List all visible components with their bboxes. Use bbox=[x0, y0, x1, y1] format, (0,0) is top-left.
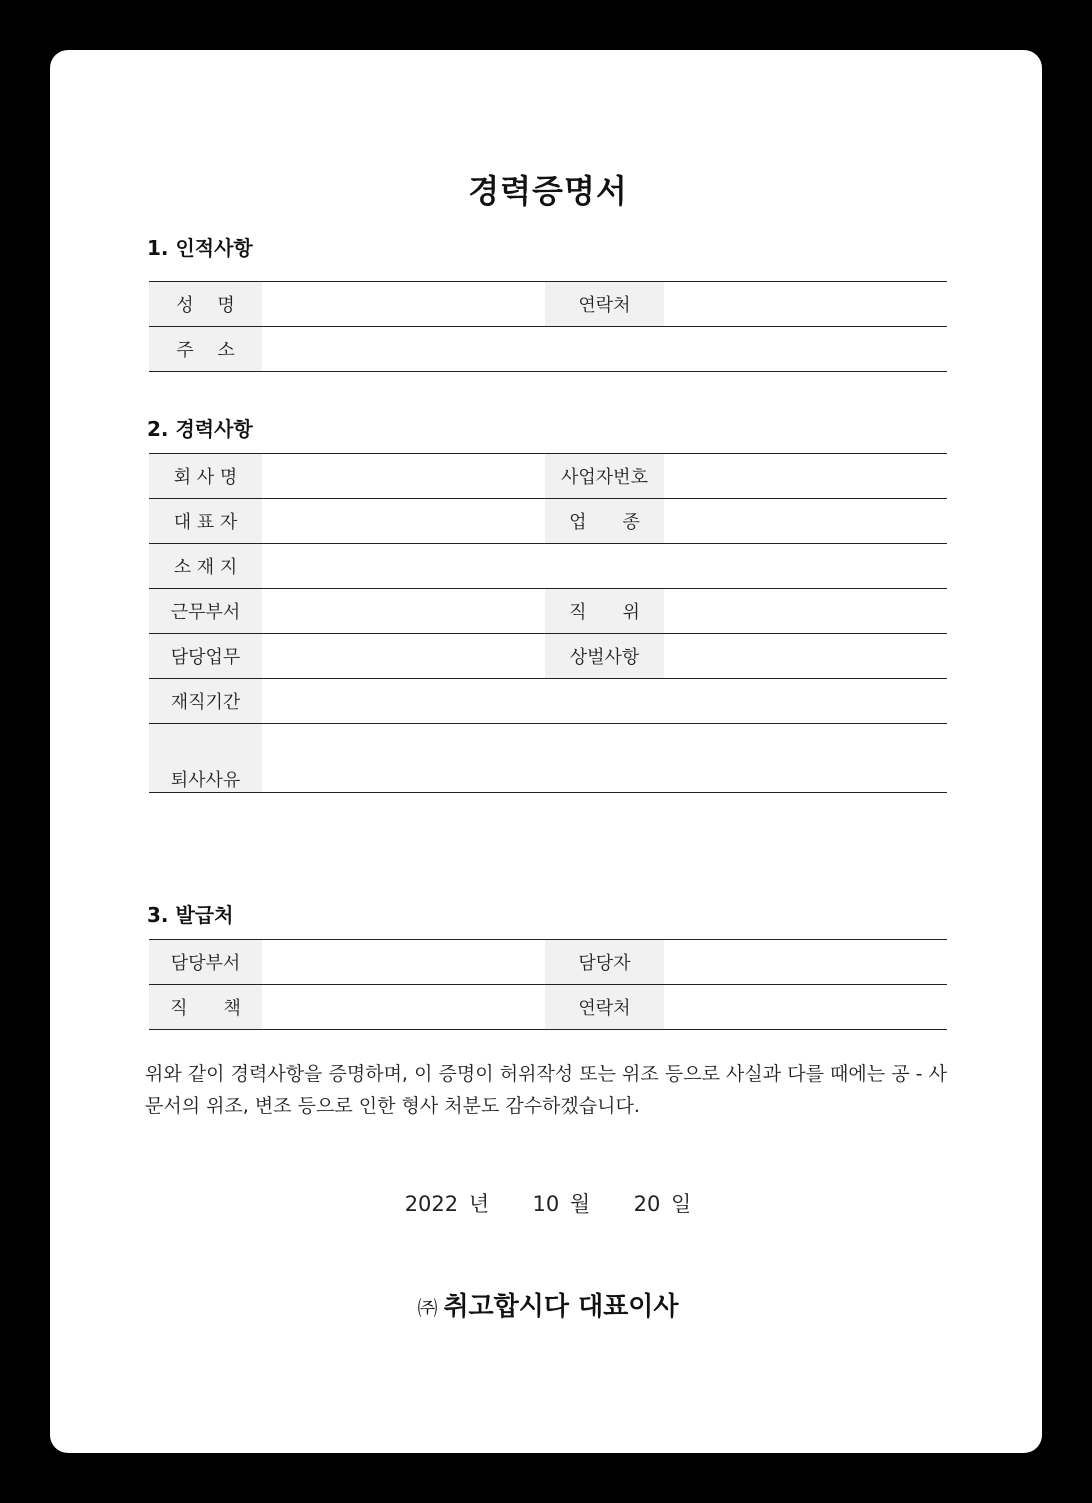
table-row bbox=[149, 634, 947, 679]
duty-field[interactable] bbox=[262, 634, 545, 679]
date-month: 10 bbox=[532, 1192, 560, 1216]
company-field[interactable] bbox=[262, 454, 545, 499]
reason-field[interactable] bbox=[262, 724, 947, 793]
document-title: 경력증명서 bbox=[468, 172, 628, 210]
table-row bbox=[149, 544, 947, 589]
industry-label: 업 종 bbox=[545, 499, 664, 544]
table-row bbox=[149, 327, 947, 372]
bizno-field[interactable] bbox=[664, 454, 947, 499]
manager-label: 담당자 bbox=[545, 940, 664, 985]
dept-field[interactable] bbox=[262, 589, 545, 634]
position-field[interactable] bbox=[664, 589, 947, 634]
period-field[interactable] bbox=[262, 679, 947, 724]
table-row bbox=[149, 454, 947, 499]
name-field[interactable] bbox=[262, 282, 545, 327]
date-day: 20 bbox=[633, 1192, 661, 1216]
job-title-field[interactable] bbox=[262, 985, 545, 1030]
company-label: 회 사 명 bbox=[149, 454, 262, 499]
ceo-label: 대 표 자 bbox=[149, 499, 262, 544]
manager-field[interactable] bbox=[664, 940, 947, 985]
job-title-label: 직 책 bbox=[149, 985, 262, 1030]
table-row bbox=[149, 724, 947, 793]
reason-label: 퇴사사유 bbox=[170, 770, 241, 791]
date-year: 2022 bbox=[404, 1192, 459, 1216]
period-label: 재직기간 bbox=[149, 679, 262, 724]
ceo-field[interactable] bbox=[262, 499, 545, 544]
personal-info-table bbox=[149, 281, 947, 372]
dept-label: 근무부서 bbox=[149, 589, 262, 634]
issuer-name: 취고합시다 대표이사 bbox=[443, 1292, 679, 1322]
date-day-unit: 일 bbox=[671, 1192, 692, 1216]
duty-label: 담당업무 bbox=[149, 634, 262, 679]
location-field[interactable] bbox=[262, 544, 947, 589]
table-row bbox=[149, 589, 947, 634]
table-row bbox=[149, 499, 947, 544]
position-label: 직 위 bbox=[545, 589, 664, 634]
career-info-table bbox=[149, 453, 947, 793]
table-row bbox=[149, 282, 947, 327]
date-month-unit: 월 bbox=[569, 1192, 591, 1216]
section-heading-career: 2. 경력사항 bbox=[147, 417, 253, 441]
table-row bbox=[149, 940, 947, 985]
section-heading-personal: 1. 인적사항 bbox=[147, 236, 253, 260]
table-row bbox=[149, 985, 947, 1030]
issuer-contact-label: 연락처 bbox=[545, 985, 664, 1030]
contact-field[interactable] bbox=[664, 282, 947, 327]
industry-field[interactable] bbox=[664, 499, 947, 544]
issuer-signature bbox=[149, 1286, 947, 1323]
issuer-info-table bbox=[149, 939, 947, 1030]
corporation-seal-mark: ㈜ bbox=[417, 1296, 438, 1320]
reason-label-cell bbox=[149, 724, 262, 793]
certification-statement: 위와 같이 경력사항을 증명하며, 이 증명이 허위작성 또는 위조 등으로 사실과 다를 때에는 공 - 사 문서의 위조, 변조 등으로 인한 형사 처분도 감수하겠습니다. bbox=[145, 1063, 947, 1117]
section-heading-issuer: 3. 발급처 bbox=[147, 903, 234, 927]
table-row bbox=[149, 679, 947, 724]
special-label: 상벌사항 bbox=[545, 634, 664, 679]
contact-label: 연락처 bbox=[545, 282, 664, 327]
issue-date bbox=[149, 1188, 947, 1218]
name-label: 성 명 bbox=[149, 282, 262, 327]
date-year-unit: 년 bbox=[468, 1192, 490, 1216]
certificate-paper bbox=[50, 50, 1042, 1453]
address-label: 주 소 bbox=[149, 327, 262, 372]
special-field[interactable] bbox=[664, 634, 947, 679]
issuer-dept-label: 담당부서 bbox=[149, 940, 262, 985]
issuer-dept-field[interactable] bbox=[262, 940, 545, 985]
location-label: 소 재 지 bbox=[149, 544, 262, 589]
issuer-contact-field[interactable] bbox=[664, 985, 947, 1030]
bizno-label: 사업자번호 bbox=[545, 454, 664, 499]
address-field[interactable] bbox=[262, 327, 947, 372]
